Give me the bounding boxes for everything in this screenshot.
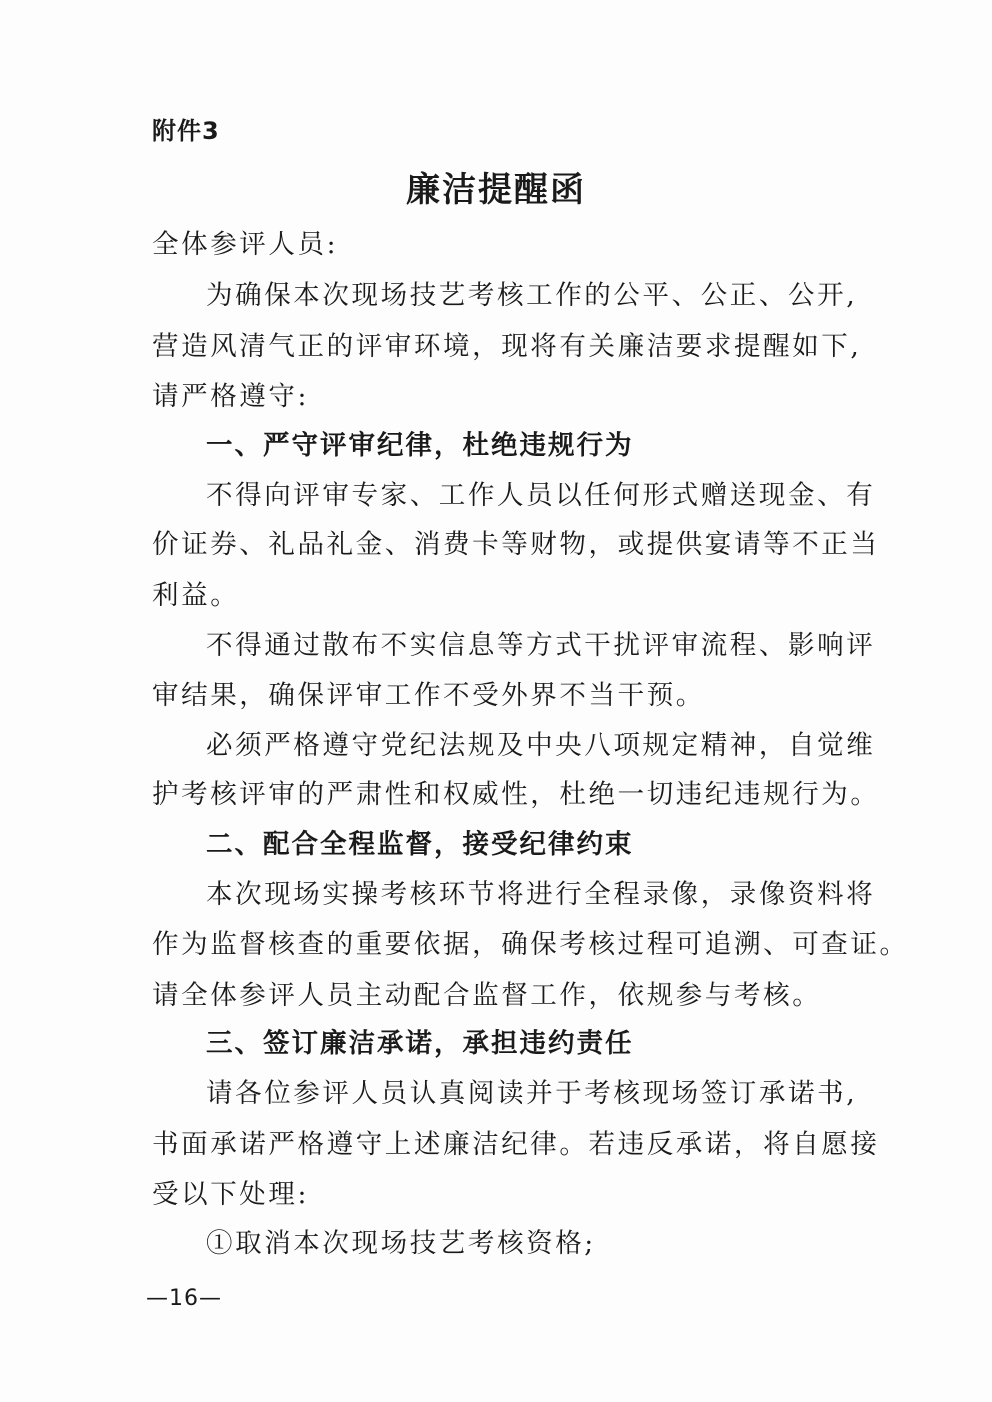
- section-2-p1-line-2: 作为监督核查的重要依据，确保考核过程可追溯、可查证。: [152, 929, 909, 960]
- document-title: 廉洁提醒函: [406, 170, 586, 210]
- section-1-p2-line-1: 不得通过散布不实信息等方式干扰评审流程、影响评: [206, 630, 876, 661]
- intro-line-1: 为确保本次现场技艺考核工作的公平、公正、公开,: [206, 280, 858, 311]
- section-1-p3-line-2: 护考核评审的严肃性和权威性，杜绝一切违纪违规行为。: [152, 779, 880, 810]
- section-2-p1-line-1: 本次现场实操考核环节将进行全程录像，录像资料将: [206, 879, 876, 910]
- section-1-p2-line-2: 审结果，确保评审工作不受外界不当干预。: [152, 680, 705, 711]
- section-1-p1-line-2: 价证券、礼品礼金、消费卡等财物，或提供宴请等不正当: [152, 529, 880, 560]
- intro-line-3: 请严格遵守:: [152, 381, 310, 412]
- section-3-p1-line-1: 请各位参评人员认真阅读并于考核现场签订承诺书,: [206, 1078, 858, 1109]
- section-3-heading: 三、签订廉洁承诺，承担违约责任: [206, 1028, 634, 1059]
- salutation: 全体参评人员:: [152, 229, 339, 260]
- section-3-p1-line-3: 受以下处理:: [152, 1179, 310, 1210]
- section-3-item-1: ①取消本次现场技艺考核资格;: [206, 1228, 596, 1259]
- section-1-heading: 一、严守评审纪律，杜绝违规行为: [206, 430, 634, 461]
- section-1-p1-line-1: 不得向评审专家、工作人员以任何形式赠送现金、有: [206, 480, 876, 511]
- section-2-heading: 二、配合全程监督，接受纪律约束: [206, 829, 634, 860]
- attachment-label: 附件3: [152, 117, 220, 145]
- page-number: —16—: [146, 1286, 222, 1311]
- intro-line-2: 营造风清气正的评审环境，现将有关廉洁要求提醒如下,: [152, 331, 862, 362]
- section-3-p1-line-2: 书面承诺严格遵守上述廉洁纪律。若违反承诺，将自愿接: [152, 1129, 880, 1160]
- section-2-p1-line-3: 请全体参评人员主动配合监督工作，依规参与考核。: [152, 980, 822, 1011]
- section-1-p3-line-1: 必须严格遵守党纪法规及中央八项规定精神，自觉维: [206, 730, 876, 761]
- section-1-p1-line-3: 利益。: [152, 580, 240, 611]
